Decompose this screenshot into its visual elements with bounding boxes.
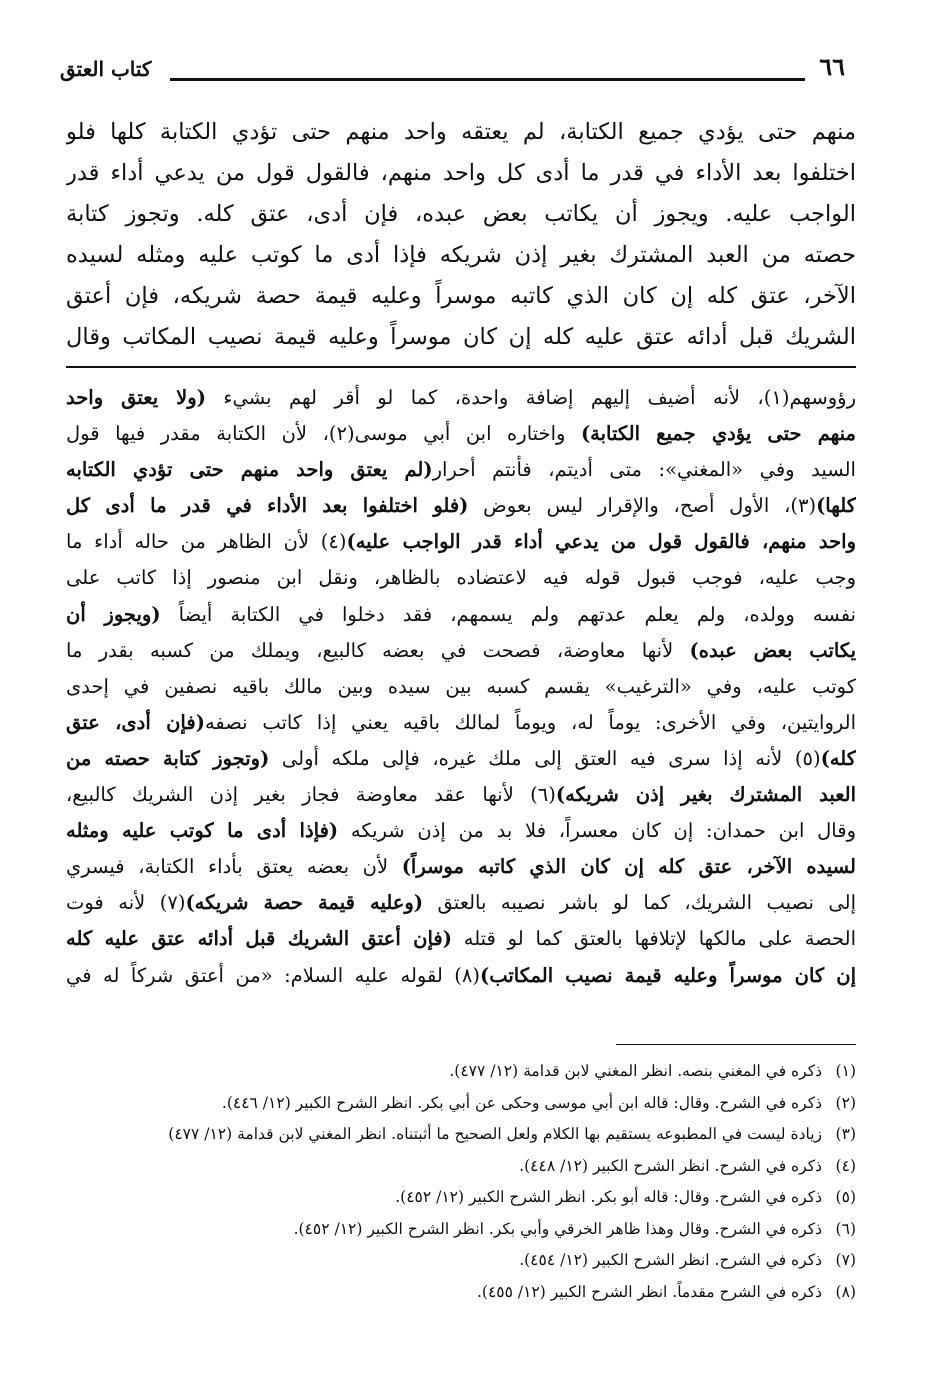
footnote-text: زيادة ليست في المطبوعه يستقيم بها الكلام ولعل الصحيح ما أثبتناه. انظر المغني لابن قدامة (١٢/ ٤٧٧) <box>168 1125 822 1143</box>
matn-quote: كلها) <box>816 494 856 518</box>
footnote-item <box>96 1182 856 1214</box>
commentary-segment: ، لأن الكتابة مقدر فيها قول <box>66 422 329 446</box>
main-text-line: الآخر، عتق كله إن كان الذي كاتبه موسراً وعليه قيمة حصة شريكه، فإن أعتق <box>66 283 856 309</box>
footnote-item <box>96 1245 856 1277</box>
main-text-line: الواجب عليه. ويجوز أن يكاتب بعض عبده، فإن أدى، عتق كله. وتجوز كتابة <box>66 201 856 227</box>
footnote-item <box>96 1088 856 1120</box>
footnote-number: (٦) <box>835 1219 856 1238</box>
commentary-segment: (٦) <box>530 783 556 807</box>
commentary-segment: ، الأول أصح، والإقرار ليس بعوض <box>468 494 791 518</box>
footnote-number: (٨) <box>835 1282 856 1301</box>
footnote-item <box>96 1277 856 1309</box>
commentary-segment: نفسه وولده، ولم يعلم عدتهم ولم يسمهم، فقد دخلوا في الكتابة أيضاً <box>160 602 856 626</box>
footnote-item <box>96 1119 856 1151</box>
matn-quote: (لم يعتق واحد منهم حتى تؤدي الكتابه <box>66 458 433 482</box>
footnote-text: ذكره في الشرح. وقال: قاله ابن أبي موسى وحكى عن أبي بكر. انظر الشرح الكبير (١٢/ ٤٤٦). <box>221 1093 822 1112</box>
matn-quote: لسيده الآخر، عتق كله إن كان الذي كاتبه موسراً) <box>401 855 856 879</box>
footnote-number: (٧) <box>835 1251 856 1269</box>
footnote-number: (٣) <box>835 1125 856 1143</box>
commentary-line <box>66 488 856 524</box>
footnote-number: (٥) <box>835 1188 856 1206</box>
footnote-item <box>96 1214 856 1246</box>
commentary-segment: لأنها معاوضة، فصحت في بعضه كالبيع، ويملك من كسبه بقدر ما <box>66 638 690 662</box>
commentary-text <box>66 380 856 994</box>
matn-quote: (فإذا أدى ما كوتب عليه ومثله <box>66 819 339 843</box>
commentary-segment: (١) <box>763 386 790 409</box>
commentary-segment: لأن الظاهر من حاله أداء ما <box>66 530 321 554</box>
commentary-segment: الروايتين، وفي الأخرى: يوماً له، ويوماً لمالك باقيه يعني إذا كاتب نصفه <box>204 710 856 734</box>
commentary-line <box>66 452 856 488</box>
footnote-text: ذكره في المغني بنصه. انظر المغني لابن قدامة (١٢/ ٤٧٧). <box>449 1062 822 1080</box>
commentary-line <box>66 416 856 452</box>
matn-quote: (وتجوز كتابة حصته من <box>66 746 270 770</box>
footnote-number: (٤) <box>835 1156 856 1175</box>
commentary-line <box>66 958 856 994</box>
commentary-segment: واختاره ابن أبي موسى <box>354 422 581 446</box>
commentary-segment: ، لأنه أضيف إليهم إضافة واحدة، كما لو أقر لهم بشيء <box>205 386 764 409</box>
main-text-line: حصته من العبد المشترك بغير إذن شريكه فإذا أدى ما كوتب عليه ومثله لسيده <box>66 242 856 268</box>
commentary-segment: (٣) <box>790 494 817 518</box>
footnote-text: ذكره في الشرح. وقال وهذا ظاهر الخرقي وأبي بكر. انظر الشرح الكبير (١٢/ ٤٥٢). <box>293 1219 822 1238</box>
text-divider <box>66 366 856 368</box>
commentary-segment: وجب عليه، فوجب قبول قوله فيه لاعتضاده بالظاهر، ونقل ابن منصور إذا كاتب على <box>66 566 856 590</box>
matn-quote: كله) <box>820 746 856 770</box>
commentary-segment: (٤) <box>320 530 347 554</box>
main-text-line: اختلفوا بعد الأداء في قدر ما أدى كل واحد منهم، فالقول قول من يدعي أداء قدر <box>66 160 856 186</box>
commentary-segment: رؤوسهم <box>789 386 856 409</box>
commentary-line <box>66 597 856 633</box>
matn-quote: (فإن أدى، عتق <box>66 710 205 734</box>
commentary-line <box>66 560 856 596</box>
commentary-segment: لقوله عليه السلام: «من أعتق شركاً له في <box>66 963 455 987</box>
footnote-text: ذكره في الشرح. انظر الشرح الكبير (١٢/ ٤٥٤). <box>519 1251 822 1269</box>
commentary-segment: (٧) <box>159 891 186 915</box>
footnote-item <box>96 1151 856 1183</box>
matn-quote: منهم حتى يؤدي جميع الكتابة) <box>580 422 856 446</box>
commentary-segment: (٢) <box>328 422 355 446</box>
commentary-line <box>66 669 856 705</box>
footnote-rule <box>616 1044 856 1045</box>
commentary-line <box>66 380 856 416</box>
commentary-line <box>66 813 856 849</box>
footnote-text: ذكره في الشرح. انظر الشرح الكبير (١٢/ ٤٤٨). <box>519 1156 822 1175</box>
commentary-segment: وقال ابن حمدان: إن كان معسراً، فلا بد من إذن شريكه <box>338 819 856 843</box>
main-text <box>66 112 856 358</box>
matn-quote: العبد المشترك بغير إذن شريكه) <box>555 783 856 807</box>
matn-quote: (ويجوز أن <box>66 602 161 626</box>
page-number: ٦٦ <box>819 52 845 81</box>
commentary-line <box>66 849 856 885</box>
matn-quote: واحد منهم، فالقول قول من يدعي أداء قدر الواجب عليه) <box>346 530 856 554</box>
matn-quote: (فلو اختلفوا بعد الأداء في قدر ما أدى كل <box>66 494 469 518</box>
commentary-line <box>66 633 856 669</box>
header-rule <box>170 78 805 81</box>
matn-quote: إن كان موسراً وعليه قيمة نصيب المكاتب) <box>479 963 856 987</box>
matn-quote: (ولا يعتق واحد <box>66 386 206 409</box>
commentary-segment: لأنه فوت <box>66 891 160 915</box>
commentary-segment: الحصة على مالكها لإتلافها بالعتق كما لو قتله <box>451 927 856 951</box>
commentary-segment: (٥) <box>794 746 821 770</box>
running-title: كتاب العتق <box>60 57 152 81</box>
commentary-line <box>66 921 856 957</box>
commentary-line <box>66 705 856 741</box>
commentary-line <box>66 777 856 813</box>
commentary-segment: لأن بعضه يعتق بأداء الكتابة، فيسري <box>66 855 402 879</box>
footnote-number: (٢) <box>835 1093 856 1112</box>
main-text-line: الشريك قبل أدائه عتق عليه كله إن كان موسراً وعليه قيمة نصيب المكاتب وقال <box>66 324 856 350</box>
main-text-line: منهم حتى يؤدي جميع الكتابة، لم يعتقه واحد منهم حتى تؤدي الكتابة كلها فلو <box>66 119 856 145</box>
commentary-segment: إلى نصيب الشريك، كما لو باشر نصيبه بالعتق <box>423 891 856 915</box>
commentary-segment: لأنها عقد معاوضة فجاز بغير إذن الشريك كالبيع، <box>66 783 531 807</box>
matn-quote: (فإن أعتق الشريك قبل أدائه عتق عليه كله <box>66 927 452 951</box>
footnote-number: (١) <box>835 1062 856 1080</box>
commentary-segment: كوتب عليه، وفي «الترغيب» يقسم كسبه بين سيده وبين مالك باقيه نصفين في إحدى <box>66 674 856 698</box>
footnote-text: ذكره في الشرح مقدماً. انظر الشرح الكبير (١٢/ ٤٥٥). <box>476 1282 822 1301</box>
commentary-segment: لأنه إذا سرى فيه العتق إلى ملك غيره، فإلى ملكه أولى <box>269 746 795 770</box>
matn-quote: يكاتب بعض عبده) <box>689 638 856 662</box>
footnote-item <box>96 1056 856 1088</box>
commentary-line <box>66 524 856 560</box>
footnotes <box>96 1056 856 1308</box>
commentary-line <box>66 741 856 777</box>
footnote-text: ذكره في الشرح. وقال: قاله أبو بكر. انظر الشرح الكبير (١٢/ ٤٥٢). <box>395 1188 822 1206</box>
commentary-line <box>66 885 856 921</box>
commentary-segment: السيد وفي «المغني»: متى أديتم، فأنتم أحرار <box>432 458 856 482</box>
page-header <box>60 52 845 88</box>
commentary-segment: (٨) <box>454 963 480 987</box>
matn-quote: (وعليه قيمة حصة شريكه) <box>185 891 424 915</box>
